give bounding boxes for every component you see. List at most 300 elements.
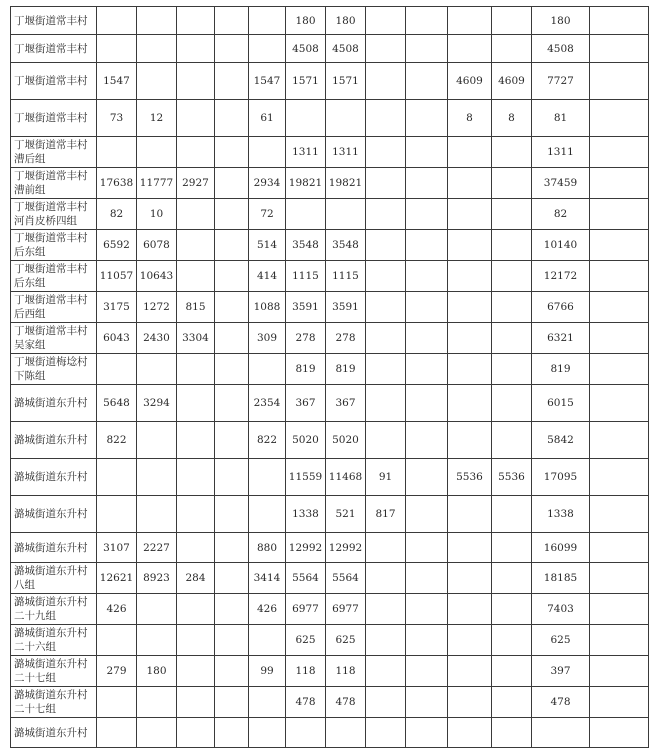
table-cell: 4508 <box>326 35 366 63</box>
table-cell <box>97 137 137 168</box>
table-cell <box>215 496 249 533</box>
table-cell <box>215 656 249 687</box>
table-cell <box>177 354 215 385</box>
table-cell <box>448 137 492 168</box>
table-cell: 7727 <box>532 63 590 100</box>
table-cell: 10 <box>137 199 177 230</box>
table-cell: 81 <box>532 100 590 137</box>
table-cell: 12 <box>137 100 177 137</box>
table-cell <box>137 137 177 168</box>
table-cell: 118 <box>326 656 366 687</box>
table-cell: 2354 <box>249 385 286 422</box>
table-cell <box>137 459 177 496</box>
table-cell <box>406 63 448 100</box>
table-cell <box>492 137 532 168</box>
table-cell <box>249 35 286 63</box>
table-cell: 284 <box>177 563 215 594</box>
table-cell <box>590 496 649 533</box>
table-cell <box>590 199 649 230</box>
table-cell <box>366 137 406 168</box>
table-row <box>11 100 649 137</box>
table-cell <box>492 687 532 718</box>
table-cell <box>177 422 215 459</box>
table-cell: 1311 <box>532 137 590 168</box>
table-cell <box>137 718 177 748</box>
row-name-cell: 丁堰街道常丰村后西组 <box>11 292 97 323</box>
table-cell: 6592 <box>97 230 137 261</box>
table-cell: 16099 <box>532 533 590 563</box>
table-cell <box>590 168 649 199</box>
table-cell: 815 <box>177 292 215 323</box>
table-cell: 1311 <box>286 137 326 168</box>
table-cell: 5564 <box>286 563 326 594</box>
table-cell: 180 <box>532 7 590 35</box>
row-name-cell: 潞城街道东升村八组 <box>11 563 97 594</box>
table-row <box>11 496 649 533</box>
table-cell <box>137 35 177 63</box>
table-cell <box>492 354 532 385</box>
row-name-cell: 潞城街道东升村二十七组 <box>11 687 97 718</box>
row-name-cell: 丁堰街道常丰村 <box>11 35 97 63</box>
row-name-cell: 丁堰街道常丰村河肖皮桥四组 <box>11 199 97 230</box>
table-cell <box>492 563 532 594</box>
table-cell <box>492 292 532 323</box>
table-cell <box>406 594 448 625</box>
row-name-cell: 潞城街道东升村 <box>11 422 97 459</box>
table-cell: 12621 <box>97 563 137 594</box>
table-row <box>11 422 649 459</box>
table-cell: 309 <box>249 323 286 354</box>
table-cell <box>249 137 286 168</box>
row-name-cell: 丁堰街道常丰村 <box>11 7 97 35</box>
table-cell <box>590 292 649 323</box>
table-cell <box>492 496 532 533</box>
table-cell <box>406 533 448 563</box>
table-cell <box>137 687 177 718</box>
table-row <box>11 35 649 63</box>
table-cell <box>448 656 492 687</box>
table-cell: 37459 <box>532 168 590 199</box>
table-cell: 397 <box>532 656 590 687</box>
table-cell: 1571 <box>286 63 326 100</box>
table-cell <box>215 687 249 718</box>
table-cell <box>406 687 448 718</box>
table-cell: 5648 <box>97 385 137 422</box>
table-cell <box>215 385 249 422</box>
table-cell <box>448 199 492 230</box>
table-cell <box>366 63 406 100</box>
table-cell <box>137 354 177 385</box>
table-cell: 4508 <box>286 35 326 63</box>
row-name-cell: 潞城街道东升村 <box>11 718 97 748</box>
table-cell <box>406 230 448 261</box>
table-row <box>11 354 649 385</box>
table-cell <box>249 7 286 35</box>
table-cell <box>492 656 532 687</box>
table-cell <box>406 656 448 687</box>
table-cell: 1571 <box>326 63 366 100</box>
table-cell <box>215 625 249 656</box>
table-cell <box>366 385 406 422</box>
table-cell <box>215 718 249 748</box>
table-cell <box>492 385 532 422</box>
table-cell <box>590 563 649 594</box>
table-cell <box>406 385 448 422</box>
table-cell: 91 <box>366 459 406 496</box>
table-row <box>11 385 649 422</box>
table-cell <box>492 168 532 199</box>
table-cell: 3107 <box>97 533 137 563</box>
table-cell: 1547 <box>249 63 286 100</box>
table-cell <box>215 261 249 292</box>
table-cell <box>366 230 406 261</box>
table-cell: 4609 <box>492 63 532 100</box>
table-cell: 7403 <box>532 594 590 625</box>
table-cell: 6321 <box>532 323 590 354</box>
table-cell <box>406 563 448 594</box>
table-cell <box>590 261 649 292</box>
table-cell <box>286 100 326 137</box>
table-cell <box>97 7 137 35</box>
row-name-cell: 丁堰街道梅埝村下陈组 <box>11 354 97 385</box>
table-cell <box>137 7 177 35</box>
table-row <box>11 594 649 625</box>
table-cell <box>137 625 177 656</box>
table-cell <box>406 168 448 199</box>
table-cell <box>492 718 532 748</box>
table-cell: 61 <box>249 100 286 137</box>
table-row <box>11 63 649 100</box>
table-cell: 3548 <box>286 230 326 261</box>
table-cell <box>366 687 406 718</box>
table-cell: 11559 <box>286 459 326 496</box>
row-name-cell: 潞城街道东升村二十七组 <box>11 656 97 687</box>
table-cell <box>406 137 448 168</box>
table-cell <box>590 354 649 385</box>
table-cell: 12992 <box>286 533 326 563</box>
row-name-cell: 丁堰街道常丰村漕前组 <box>11 168 97 199</box>
table-cell: 19821 <box>326 168 366 199</box>
table-cell <box>590 323 649 354</box>
table-cell <box>137 63 177 100</box>
table-row <box>11 459 649 496</box>
table-cell: 5020 <box>286 422 326 459</box>
table-cell <box>492 230 532 261</box>
table-cell: 3294 <box>137 385 177 422</box>
table-cell: 17638 <box>97 168 137 199</box>
row-name-cell: 潞城街道东升村二十六组 <box>11 625 97 656</box>
table-cell: 1088 <box>249 292 286 323</box>
table-cell <box>590 594 649 625</box>
table-cell <box>215 563 249 594</box>
table-cell <box>326 199 366 230</box>
table-cell <box>448 168 492 199</box>
table-cell: 19821 <box>286 168 326 199</box>
table-cell <box>366 422 406 459</box>
table-cell: 3591 <box>286 292 326 323</box>
table-cell <box>366 323 406 354</box>
table-cell: 1338 <box>532 496 590 533</box>
table-cell: 2934 <box>249 168 286 199</box>
table-cell <box>215 230 249 261</box>
table-cell <box>97 354 137 385</box>
table-cell <box>366 563 406 594</box>
table-cell <box>366 656 406 687</box>
table-row <box>11 168 649 199</box>
table-cell <box>366 354 406 385</box>
table-cell <box>448 533 492 563</box>
table-cell <box>215 594 249 625</box>
table-cell <box>215 354 249 385</box>
table-cell <box>137 422 177 459</box>
table-cell <box>326 718 366 748</box>
table-cell <box>215 422 249 459</box>
table-cell <box>215 292 249 323</box>
table-cell <box>448 563 492 594</box>
table-cell: 426 <box>97 594 137 625</box>
table-cell <box>448 687 492 718</box>
table-cell <box>366 718 406 748</box>
table-cell <box>406 35 448 63</box>
table-cell: 521 <box>326 496 366 533</box>
table-cell <box>366 7 406 35</box>
table-cell <box>177 594 215 625</box>
table-cell <box>97 459 137 496</box>
table-cell: 12992 <box>326 533 366 563</box>
table-cell <box>249 354 286 385</box>
table-cell: 5564 <box>326 563 366 594</box>
table-cell: 11777 <box>137 168 177 199</box>
table-cell <box>326 100 366 137</box>
table-cell: 6977 <box>286 594 326 625</box>
table-cell: 2927 <box>177 168 215 199</box>
table-cell: 5536 <box>492 459 532 496</box>
table-cell: 1115 <box>326 261 366 292</box>
table-cell <box>177 7 215 35</box>
table-cell: 819 <box>532 354 590 385</box>
table-cell <box>448 594 492 625</box>
table-cell: 6015 <box>532 385 590 422</box>
table-cell <box>590 100 649 137</box>
table-cell <box>448 7 492 35</box>
table-row <box>11 533 649 563</box>
table-cell: 3414 <box>249 563 286 594</box>
table-cell <box>366 533 406 563</box>
table-cell <box>448 422 492 459</box>
table-cell <box>448 230 492 261</box>
table-cell <box>177 496 215 533</box>
table-cell <box>448 385 492 422</box>
table-cell <box>137 594 177 625</box>
table-cell: 8 <box>492 100 532 137</box>
table-cell: 180 <box>137 656 177 687</box>
table-cell <box>590 533 649 563</box>
table-cell: 3591 <box>326 292 366 323</box>
table-cell <box>286 199 326 230</box>
table-cell <box>590 625 649 656</box>
table-cell <box>215 199 249 230</box>
table-cell <box>492 35 532 63</box>
table-cell <box>448 35 492 63</box>
table-row <box>11 656 649 687</box>
row-name-cell: 丁堰街道常丰村吴家组 <box>11 323 97 354</box>
table-cell: 118 <box>286 656 326 687</box>
table-cell: 4609 <box>448 63 492 100</box>
table-cell: 72 <box>249 199 286 230</box>
table-cell: 17095 <box>532 459 590 496</box>
table-cell <box>177 230 215 261</box>
table-cell: 414 <box>249 261 286 292</box>
table-row <box>11 625 649 656</box>
table-cell <box>590 687 649 718</box>
table-row <box>11 687 649 718</box>
table-cell: 5020 <box>326 422 366 459</box>
table-cell <box>97 35 137 63</box>
table-cell: 5842 <box>532 422 590 459</box>
table-row <box>11 7 649 35</box>
table-row <box>11 323 649 354</box>
table-cell: 625 <box>532 625 590 656</box>
table-cell <box>215 533 249 563</box>
table-cell <box>97 687 137 718</box>
row-name-cell: 丁堰街道常丰村漕后组 <box>11 137 97 168</box>
table-cell <box>249 718 286 748</box>
table-cell <box>215 63 249 100</box>
table-cell <box>177 459 215 496</box>
table-cell: 8 <box>448 100 492 137</box>
table-cell: 822 <box>249 422 286 459</box>
table-cell <box>366 261 406 292</box>
row-name-cell: 丁堰街道常丰村 <box>11 100 97 137</box>
table-cell <box>286 718 326 748</box>
table-cell <box>366 625 406 656</box>
table-cell <box>177 687 215 718</box>
table-cell: 8923 <box>137 563 177 594</box>
table-cell <box>448 292 492 323</box>
table-cell: 279 <box>97 656 137 687</box>
table-cell: 82 <box>532 199 590 230</box>
table-cell: 82 <box>97 199 137 230</box>
table-cell: 1115 <box>286 261 326 292</box>
table-cell: 1338 <box>286 496 326 533</box>
table-cell <box>177 656 215 687</box>
table-cell <box>406 7 448 35</box>
table-row <box>11 292 649 323</box>
table-cell: 278 <box>286 323 326 354</box>
table-cell: 478 <box>532 687 590 718</box>
table-cell <box>137 496 177 533</box>
table-cell: 6043 <box>97 323 137 354</box>
table-cell <box>366 199 406 230</box>
table-cell <box>492 261 532 292</box>
table-cell: 6078 <box>137 230 177 261</box>
table-cell <box>366 594 406 625</box>
table-cell: 3175 <box>97 292 137 323</box>
table-cell <box>249 625 286 656</box>
table-cell: 11468 <box>326 459 366 496</box>
table-cell: 2227 <box>137 533 177 563</box>
row-name-cell: 潞城街道东升村二十九组 <box>11 594 97 625</box>
table-cell <box>215 7 249 35</box>
table-cell: 514 <box>249 230 286 261</box>
table-cell <box>492 625 532 656</box>
table-cell <box>97 496 137 533</box>
table-row <box>11 261 649 292</box>
table-cell <box>366 35 406 63</box>
table-cell: 3548 <box>326 230 366 261</box>
table-cell <box>492 199 532 230</box>
table-cell <box>590 385 649 422</box>
table-cell <box>406 323 448 354</box>
table-cell <box>590 137 649 168</box>
table-cell <box>366 100 406 137</box>
table-cell <box>406 422 448 459</box>
table-cell <box>177 533 215 563</box>
row-name-cell: 潞城街道东升村 <box>11 496 97 533</box>
table-cell: 6766 <box>532 292 590 323</box>
table-cell <box>448 718 492 748</box>
row-name-cell: 丁堰街道常丰村后东组 <box>11 230 97 261</box>
table-cell: 10140 <box>532 230 590 261</box>
table-cell <box>448 261 492 292</box>
table-cell <box>366 292 406 323</box>
table-cell <box>448 496 492 533</box>
table-cell: 73 <box>97 100 137 137</box>
table-cell <box>406 625 448 656</box>
table-cell <box>97 625 137 656</box>
table-cell <box>406 459 448 496</box>
table-row <box>11 563 649 594</box>
table-cell <box>406 496 448 533</box>
row-name-cell: 丁堰街道常丰村 <box>11 63 97 100</box>
table-cell: 2430 <box>137 323 177 354</box>
table-cell: 478 <box>286 687 326 718</box>
table-cell <box>492 7 532 35</box>
table-cell <box>492 323 532 354</box>
table-cell <box>492 422 532 459</box>
table-cell <box>492 594 532 625</box>
table-cell: 6977 <box>326 594 366 625</box>
table-cell <box>590 422 649 459</box>
row-name-cell: 丁堰街道常丰村后东组 <box>11 261 97 292</box>
table-cell <box>249 459 286 496</box>
table-cell: 10643 <box>137 261 177 292</box>
table-cell <box>177 625 215 656</box>
table-cell <box>406 100 448 137</box>
table-cell: 12172 <box>532 261 590 292</box>
table-cell <box>177 718 215 748</box>
table-cell <box>215 168 249 199</box>
table-cell <box>215 459 249 496</box>
table-cell <box>177 63 215 100</box>
table-cell: 5536 <box>448 459 492 496</box>
table-cell: 4508 <box>532 35 590 63</box>
table-cell: 1547 <box>97 63 137 100</box>
table-cell <box>532 718 590 748</box>
table-cell <box>249 687 286 718</box>
table-cell <box>590 63 649 100</box>
table-cell: 426 <box>249 594 286 625</box>
table-cell <box>177 35 215 63</box>
table-cell <box>406 261 448 292</box>
table-cell <box>215 137 249 168</box>
table-row <box>11 230 649 261</box>
table-cell <box>590 35 649 63</box>
table-cell <box>590 656 649 687</box>
table-cell: 99 <box>249 656 286 687</box>
table-cell: 880 <box>249 533 286 563</box>
data-table <box>10 6 649 748</box>
